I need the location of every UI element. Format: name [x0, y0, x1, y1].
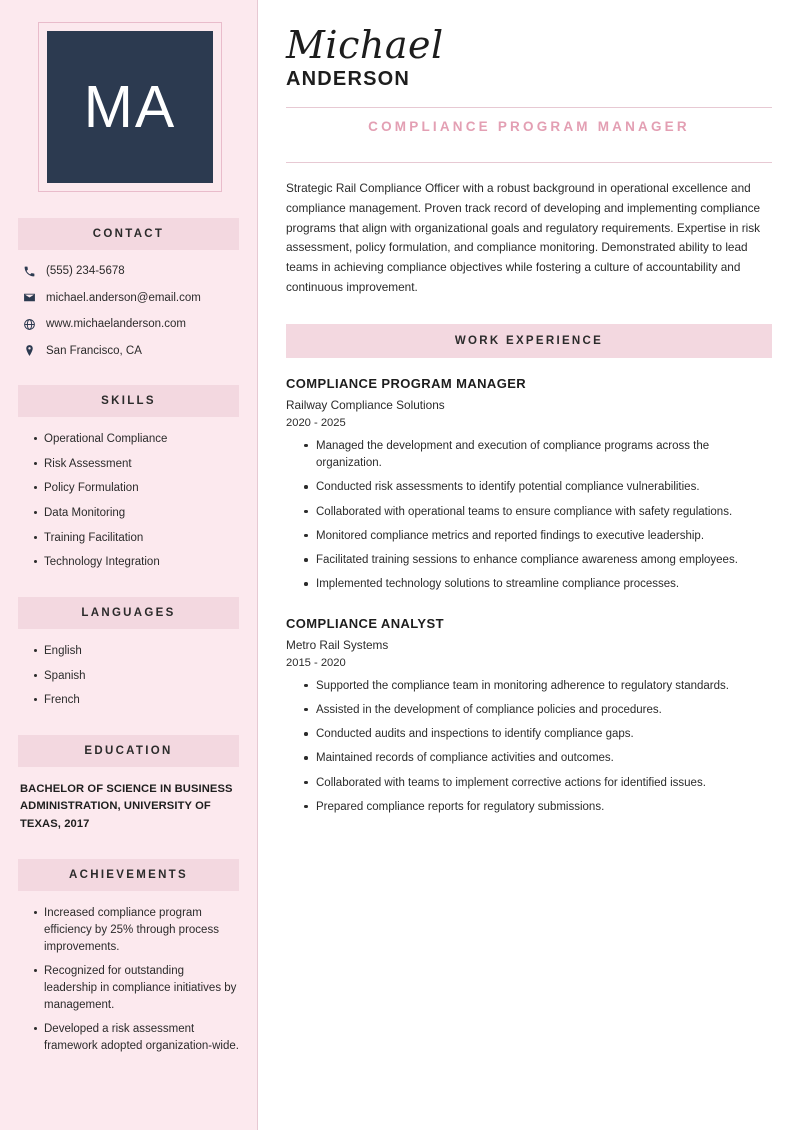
list-item: Prepared compliance reports for regulatory submissions. [304, 799, 772, 816]
location-pin-icon [22, 344, 36, 358]
monogram-block [47, 31, 213, 183]
contact-value-location: San Francisco, CA [46, 344, 142, 357]
job-bullets-2 [286, 678, 772, 817]
contact-value-website: www.michaelanderson.com [46, 318, 186, 331]
contact-item-website [22, 317, 239, 333]
job-title-1: COMPLIANCE PROGRAM MANAGER [286, 375, 527, 391]
list-item: Spanish [34, 668, 239, 685]
list-item: Policy Formulation [34, 480, 239, 497]
phone-icon [22, 264, 36, 278]
job-dates-1: 2020 - 2025 [286, 416, 346, 429]
monogram-frame [38, 22, 222, 192]
list-item: Implemented technology solutions to streamline compliance processes. [304, 576, 772, 593]
list-item: Increased compliance program efficiency by 25% through process improvements. [34, 905, 239, 955]
job-title-2: COMPLIANCE ANALYST [286, 615, 444, 631]
contact-item-phone [22, 264, 239, 280]
languages-heading: LANGUAGES [18, 597, 239, 629]
list-item: Training Facilitation [34, 530, 239, 547]
list-item: French [34, 692, 239, 709]
list-item: Recognized for outstanding leadership in compliance initiatives by management. [34, 963, 239, 1013]
achievements-list [18, 905, 239, 1054]
job-title: COMPLIANCE PROGRAM MANAGER [368, 119, 690, 134]
divider-bottom [286, 162, 772, 163]
work-experience-heading: WORK EXPERIENCE [286, 324, 772, 358]
list-item: Risk Assessment [34, 456, 239, 473]
job-company-1: Railway Compliance Solutions [286, 397, 445, 412]
list-item: English [34, 643, 239, 660]
job-entry [286, 616, 772, 817]
education-heading: EDUCATION [18, 735, 239, 767]
globe-icon [22, 317, 36, 331]
list-item: Monitored compliance metrics and reported findings to executive leadership. [304, 528, 772, 545]
page-title-last-name: ANDERSON [286, 68, 411, 90]
contact-item-email [22, 291, 239, 307]
list-item: Supported the compliance team in monitoring adherence to regulatory standards. [304, 678, 772, 695]
list-item: Conducted audits and inspections to identify compliance gaps. [304, 726, 772, 743]
list-item: Operational Compliance [34, 431, 239, 448]
list-item: Managed the development and execution of compliance programs across the organization. [304, 438, 772, 473]
contact-value-phone: (555) 234-5678 [46, 265, 125, 277]
skills-heading: SKILLS [18, 385, 239, 417]
job-company-2: Metro Rail Systems [286, 637, 389, 652]
email-icon [22, 291, 36, 305]
education-entry: BACHELOR OF SCIENCE IN BUSINESS ADMINISTRATION, UNIVERSITY OF TEXAS, 2017 [20, 783, 233, 830]
job-entry [286, 376, 772, 594]
professional-summary: Strategic Rail Compliance Officer with a robust background in operational excellence and compliance management. Proven track record of developing and implementing compliance programs that align with organizational goals and regulatory requirements. Expertise in risk assessment, policy formulation, and compliance monitoring. Demonstrated ability to lead teams in achieving compliance objectives while fostering a culture of accountability and continuous improvement. [286, 181, 761, 295]
page-title-first-name: Michael [286, 23, 444, 67]
main-content [258, 0, 800, 1130]
achievements-heading: ACHIEVEMENTS [18, 859, 239, 891]
list-item: Data Monitoring [34, 505, 239, 522]
list-item: Developed a risk assessment framework adopted organization-wide. [34, 1021, 239, 1054]
list-item: Collaborated with operational teams to ensure compliance with safety regulations. [304, 504, 772, 521]
job-dates-2: 2015 - 2020 [286, 656, 346, 669]
list-item: Technology Integration [34, 554, 239, 571]
contact-item-location [22, 344, 239, 360]
contact-value-email: michael.anderson@email.com [46, 291, 201, 304]
monogram-initials: MA [83, 74, 177, 140]
job-bullets-1 [286, 438, 772, 594]
skills-list [18, 431, 239, 571]
list-item: Facilitated training sessions to enhance compliance awareness among employees. [304, 552, 772, 569]
list-item: Maintained records of compliance activities and outcomes. [304, 750, 772, 767]
sidebar [0, 0, 258, 1130]
list-item: Conducted risk assessments to identify potential compliance vulnerabilities. [304, 479, 772, 496]
contact-heading: CONTACT [18, 218, 239, 250]
languages-list [18, 643, 239, 709]
list-item: Assisted in the development of compliance policies and procedures. [304, 702, 772, 719]
list-item: Collaborated with teams to implement corrective actions for identified issues. [304, 775, 772, 792]
contact-list [18, 264, 239, 359]
